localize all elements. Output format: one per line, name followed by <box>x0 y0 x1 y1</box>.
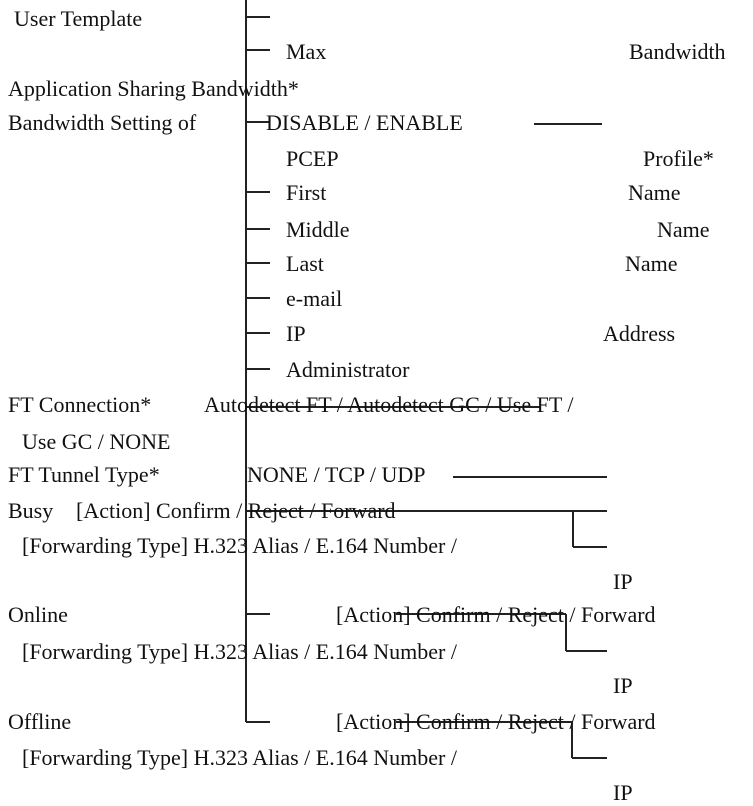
middle-name-label: Name <box>657 217 710 242</box>
first-label: First <box>286 180 327 205</box>
disable-enable-options: DISABLE / ENABLE <box>266 110 463 135</box>
offline-action-options: [Action] Confirm / Reject / Forward <box>336 709 656 734</box>
last-name-label: Name <box>625 251 678 276</box>
ft-connection-options-cont: Use GC / NONE <box>22 429 171 454</box>
last-label: Last <box>286 251 324 276</box>
busy-forwarding-type: [Forwarding Type] H.323 Alias / E.164 Number / <box>22 533 457 558</box>
bandwidth-label: Bandwidth <box>629 39 726 64</box>
pcep-label: PCEP <box>286 146 339 171</box>
offline-forwarding-type: [Forwarding Type] H.323 Alias / E.164 Number / <box>22 745 457 770</box>
first-name-label: Name <box>628 180 681 205</box>
online-label: Online <box>8 602 68 627</box>
busy-label: Busy <box>8 498 54 523</box>
ft-tunnel-type-options: NONE / TCP / UDP <box>247 462 426 487</box>
ft-tunnel-type-label: FT Tunnel Type* <box>8 462 160 487</box>
online-forwarding-type: [Forwarding Type] H.323 Alias / E.164 Number / <box>22 639 457 664</box>
profile-label: Profile* <box>643 146 714 171</box>
ft-connection-options: Autodetect FT / Autodetect GC / Use FT / <box>204 392 574 417</box>
ft-connection-label: FT Connection* <box>8 392 152 417</box>
ip-label: IP <box>286 321 306 346</box>
address-label: Address <box>603 321 676 346</box>
offline-ip-label: IP <box>613 780 633 805</box>
user-template-label: User Template <box>14 6 143 31</box>
app-sharing-bandwidth-label: Application Sharing Bandwidth* <box>8 76 299 101</box>
bandwidth-setting-label: Bandwidth Setting of <box>8 110 197 135</box>
online-action-options: [Action] Confirm / Reject / Forward <box>336 602 656 627</box>
online-ip-label: IP <box>613 673 633 698</box>
busy-action-options: [Action] Confirm / Reject / Forward <box>76 498 396 523</box>
max-label: Max <box>286 39 327 64</box>
middle-label: Middle <box>286 217 350 242</box>
email-label: e-mail <box>286 286 343 311</box>
offline-label: Offline <box>8 709 72 734</box>
busy-ip-label: IP <box>613 569 633 594</box>
administrator-label: Administrator <box>286 357 410 382</box>
